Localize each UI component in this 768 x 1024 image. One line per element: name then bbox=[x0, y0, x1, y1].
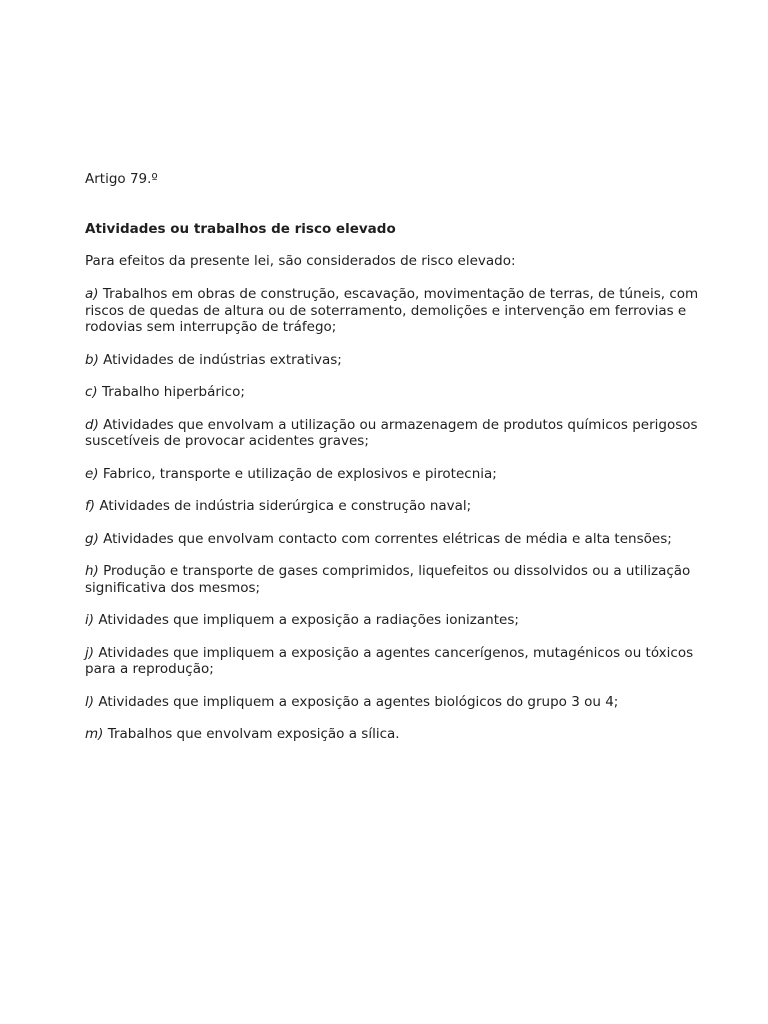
item-letter: j) bbox=[85, 644, 95, 661]
list-item bbox=[85, 286, 705, 336]
item-letter: c) bbox=[85, 384, 98, 400]
item-letter: l) bbox=[85, 693, 95, 710]
item-letter: m) bbox=[85, 726, 104, 742]
item-letter: d) bbox=[85, 416, 99, 433]
item-letter: e) bbox=[85, 465, 99, 482]
item-letter: i) bbox=[85, 612, 95, 628]
list-item bbox=[85, 612, 705, 629]
item-letter: g) bbox=[85, 530, 99, 547]
item-text: Produção e transporte de gases comprimidos, liquefeitos ou dissolvidos ou a utilização significativa dos mesmos; bbox=[85, 563, 691, 596]
item-letter: a) bbox=[85, 286, 99, 302]
item-letter: h) bbox=[85, 563, 99, 579]
item-list bbox=[85, 286, 705, 743]
document-page bbox=[85, 170, 705, 743]
item-text: Atividades de indústria siderúrgica e construção naval; bbox=[95, 498, 472, 514]
item-text: Atividades que impliquem a exposição a agentes biológicos do grupo 3 ou 4; bbox=[94, 693, 619, 710]
list-item bbox=[85, 352, 705, 369]
list-item bbox=[85, 498, 705, 515]
item-letter: f) bbox=[85, 498, 96, 514]
list-item bbox=[85, 645, 705, 678]
item-text: Atividades que envolvam contacto com correntes elétricas de média e alta tensões; bbox=[98, 530, 672, 547]
item-text: Atividades que impliquem a exposição a agentes cancerígenos, mutagénicos ou tóxicos para a reprodução; bbox=[85, 644, 694, 677]
list-item bbox=[85, 417, 705, 450]
list-item bbox=[85, 726, 705, 743]
item-text: Fabrico, transporte e utilização de explosivos e pirotecnia; bbox=[98, 465, 497, 482]
item-text: Atividades de indústrias extrativas; bbox=[98, 351, 342, 368]
item-letter: b) bbox=[85, 351, 99, 368]
item-text: Atividades que impliquem a exposição a radiações ionizantes; bbox=[94, 612, 519, 628]
item-text: Trabalho hiperbárico; bbox=[97, 384, 245, 400]
article-title: Atividades ou trabalhos de risco elevado bbox=[85, 221, 396, 237]
item-text: Trabalhos que envolvam exposição a sílica. bbox=[103, 726, 400, 742]
item-text: Trabalhos em obras de construção, escavação, movimentação de terras, de túneis, com riscos de quedas de altura ou de soterramento, demolições e intervenção em ferrovias e rodovias sem interrupção de tráfego; bbox=[85, 286, 699, 335]
list-item bbox=[85, 531, 705, 548]
article-intro: Para efeitos da presente lei, são considerados de risco elevado: bbox=[85, 253, 516, 269]
list-item bbox=[85, 694, 705, 711]
list-item bbox=[85, 563, 705, 596]
article-number: Artigo 79.º bbox=[85, 171, 158, 187]
list-item bbox=[85, 384, 705, 401]
item-text: Atividades que envolvam a utilização ou armazenagem de produtos químicos perigosos suscetíveis de provocar acidentes graves; bbox=[85, 416, 698, 449]
list-item bbox=[85, 466, 705, 483]
